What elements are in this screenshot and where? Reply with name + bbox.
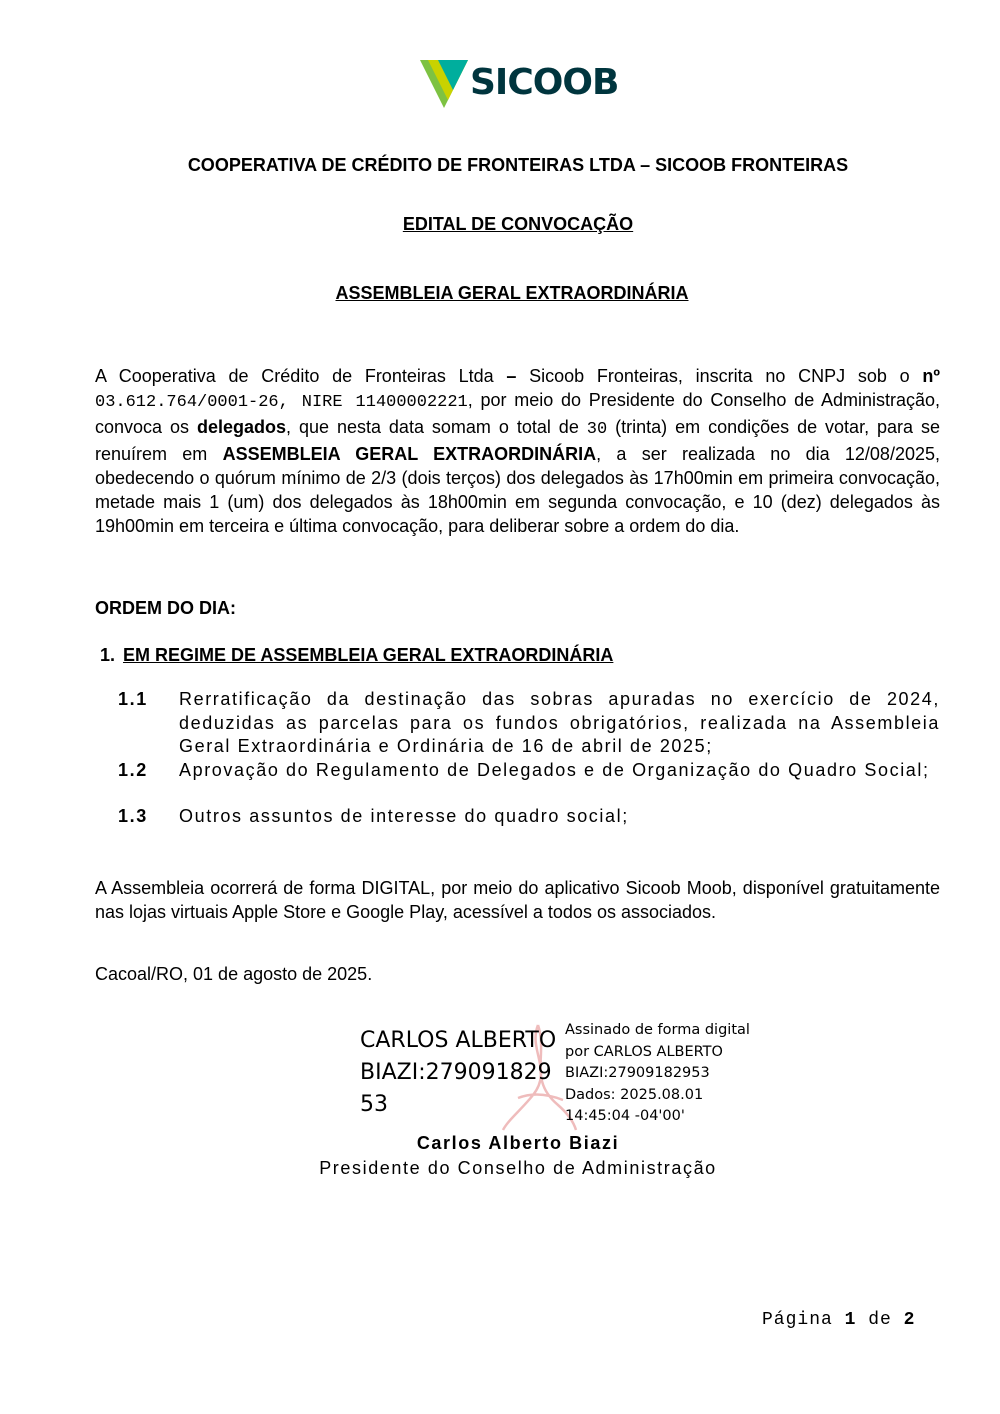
digital-assembly-paragraph: A Assembleia ocorrerá de forma DIGITAL, por meio do aplicativo Sicoob Moob, disponível gratuitamente nas lojas virtuais Apple Store e Google Play, acessível a todos os associados.	[95, 878, 940, 922]
agenda-item-title: EM REGIME DE ASSEMBLEIA GERAL EXTRAORDINÁRIA	[123, 645, 614, 665]
total-pages: 2	[903, 1310, 916, 1330]
intro-paragraph: A Cooperativa de Crédito de Fronteiras Ltda – Sicoob Fronteiras, inscrita no CNPJ sob o nº 03.612.764/0001-26, NIRE 11400002221, por meio do Presidente do Conselho de Administração, convoca os delegados, que nesta data somam o total de 30 (trinta) em condições de votar, para se renuírem em ASSEMBLEIA GERAL EXTRAORDINÁRIA, a ser realizada no dia 12/08/2025, obedecendo o quórum mínimo de 2/3 (dois terços) dos delegados às 17h00min em primeira convocação, metade mais 1 (um) dos delegados às 18h00min em segunda convocação, e 10 (dez) delegados às 19h00min em terceira e última convocação, para deliberar sobre a ordem do dia.	[95, 366, 941, 536]
signer-name: Carlos Alberto Biazi	[416, 1133, 620, 1153]
agenda-subitem	[118, 805, 940, 829]
city-date: Cacoal/RO, 01 de agosto de 2025.	[95, 964, 373, 984]
agenda-subitem	[118, 688, 940, 759]
page-number: Página 1 de 2	[762, 1310, 916, 1330]
delegate-total: 30	[586, 420, 608, 439]
subitem-number: 1.2	[118, 760, 148, 780]
signer-id: CARLOS ALBERTO BIAZI:27909182953	[360, 1028, 557, 1117]
agenda-item-number: 1.	[100, 645, 116, 665]
subitem-text: Aprovação do Regulamento de Delegados e de Organização do Quadro Social;	[179, 760, 930, 780]
agenda-item-1	[100, 645, 613, 666]
digital-signature-block	[358, 1020, 778, 1135]
agenda-heading: ORDEM DO DIA:	[95, 598, 236, 618]
sicoob-logo-icon	[420, 58, 468, 110]
subitem-number: 1.3	[118, 806, 148, 826]
notice-title: EDITAL DE CONVOCAÇÃO	[402, 214, 634, 234]
agenda-subitem	[118, 759, 940, 783]
subitem-text: Outros assuntos de interesse do quadro social;	[179, 806, 629, 826]
signature-stamp: Assinado de forma digital por CARLOS ALBERTO BIAZI:27909182953 Dados: 2025.08.01 14:45:04 -04'00'	[565, 1022, 750, 1124]
assembly-title: ASSEMBLEIA GERAL EXTRAORDINÁRIA	[335, 283, 689, 303]
logo-wordmark: SICOOB	[470, 62, 619, 103]
cnpj-nire: 03.612.764/0001-26, NIRE 11400002221	[95, 393, 468, 412]
current-page: 1	[844, 1310, 857, 1330]
organization-title: COOPERATIVA DE CRÉDITO DE FRONTEIRAS LTDA – SICOOB FRONTEIRAS	[187, 155, 849, 175]
delegados-term: delegados	[196, 417, 286, 437]
subitem-text: Rerratificação da destinação das sobras apuradas no exercício de 2024, deduzidas as parcelas para os fundos obrigatórios, realizada na Assembleia Geral Extraordinária e Ordinária de 16 de abril de 2025;	[179, 689, 940, 756]
signer-role: Presidente do Conselho de Administração	[319, 1158, 717, 1178]
subitem-number: 1.1	[118, 689, 148, 709]
assembly-term: ASSEMBLEIA GERAL EXTRAORDINÁRIA	[222, 444, 597, 464]
sicoob-logo	[420, 58, 620, 110]
